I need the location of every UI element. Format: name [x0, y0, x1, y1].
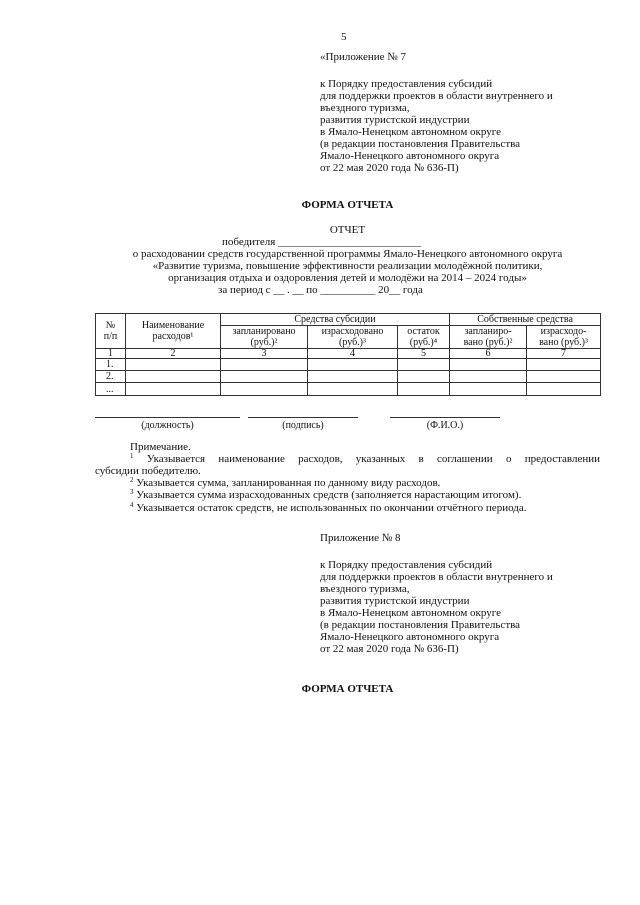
header-own-funds: Собственные средства: [450, 314, 601, 326]
report-subject-line: организация отдыха и оздоровления детей и молодёжи на 2014 – 2024 годы»: [168, 272, 527, 284]
note-text: Указывается сумма, запланированная по данному виду расходов.: [136, 477, 441, 489]
table-cell: [527, 371, 601, 383]
appendix-7-line: развития туристской индустрии: [320, 114, 470, 126]
note-text: Указывается наименование расходов, указанных в соглашении о предоставлении: [146, 453, 601, 465]
column-number: 3: [221, 349, 308, 359]
header-number: № п/п: [96, 314, 126, 349]
table-row: [96, 383, 601, 396]
table-cell: [527, 359, 601, 371]
appendix-7-line: для поддержки проектов в области внутреннего и: [320, 90, 553, 102]
appendix-8-line: Ямало-Ненецкого автономного округа: [320, 631, 500, 643]
header-expense-name: Наименование расходов¹: [126, 314, 221, 349]
report-period-line: за период с __ . __ по __________ 20__ года: [218, 284, 423, 296]
column-number: 2: [126, 349, 221, 359]
table-row: [96, 371, 601, 383]
table-cell: [221, 359, 308, 371]
note-item: [130, 502, 527, 514]
column-number: 1: [96, 349, 126, 359]
table-cell: [126, 371, 221, 383]
appendix-8-line: для поддержки проектов в области внутреннего и: [320, 571, 553, 583]
report-table: [95, 313, 601, 396]
header-planned: запланировано (руб.)²: [221, 326, 308, 349]
note-item: [130, 453, 600, 465]
note-marker: 3: [130, 488, 134, 496]
header-subsidy-funds: Средства субсидии: [221, 314, 450, 326]
note-text: Указывается остаток средств, не использованных по окончании отчётного периода.: [136, 502, 527, 514]
table-cell: [126, 359, 221, 371]
column-number: 6: [450, 349, 527, 359]
note-marker: 2: [130, 476, 134, 484]
row-number: ...: [96, 383, 126, 396]
form-title: ФОРМА ОТЧЕТА: [301, 683, 394, 695]
appendix-8-title: Приложение № 8: [320, 532, 401, 544]
row-number: 2.: [96, 371, 126, 383]
note-continuation: субсидии победителю.: [95, 465, 201, 477]
signature-line: [248, 417, 358, 418]
appendix-7-line: въездного туризма,: [320, 102, 410, 114]
report-winner-line: победителя __________________________: [222, 236, 422, 248]
appendix-8-lines: [320, 559, 553, 655]
table-cell: [308, 359, 398, 371]
appendix-7-line: Ямало-Ненецкого автономного округа: [320, 150, 500, 162]
column-number: 4: [308, 349, 398, 359]
form-title: ФОРМА ОТЧЕТА: [301, 199, 394, 211]
appendix-7-block: [320, 51, 406, 63]
report-heading: ОТЧЕТ: [329, 224, 366, 236]
position-signature-line: [95, 417, 240, 418]
header-spent: израсходовано (руб.)³: [308, 326, 398, 349]
table-cell: [398, 383, 450, 396]
table-cell: [527, 383, 601, 396]
table-cell: [450, 383, 527, 396]
table-cell: [450, 371, 527, 383]
report-subject-line: «Развитие туризма, повышение эффективности реализации молодёжной политики,: [152, 260, 543, 272]
column-number-row: [96, 349, 601, 359]
table-cell: [398, 359, 450, 371]
table-cell: [450, 359, 527, 371]
appendix-8-line: развития туристской индустрии: [320, 595, 470, 607]
header-own-spent: израсходо- вано (руб.)³: [527, 326, 601, 349]
note-marker: 4: [130, 501, 134, 509]
note-text: Указывается сумма израсходованных средств (заполняется нарастающим итогом).: [136, 489, 522, 501]
appendix-8-line: в Ямало-Ненецком автономном округе: [320, 607, 502, 619]
notes-title: Примечание.: [130, 441, 191, 453]
page-number: 5: [341, 31, 347, 43]
table-row: [96, 359, 601, 371]
report-subject-line: о расходовании средств государственной программы Ямало-Ненецкого автономного округа: [132, 248, 563, 260]
appendix-7-line: (в редакции постановления Правительства: [320, 138, 521, 150]
position-label: (должность): [141, 420, 194, 431]
appendix-8-line: въездного туризма,: [320, 583, 410, 595]
table-cell: [308, 383, 398, 396]
note-item: [130, 489, 521, 501]
note-item: [130, 477, 440, 489]
header-remainder: остаток (руб.)⁴: [398, 326, 450, 349]
table-cell: [221, 383, 308, 396]
row-number: 1.: [96, 359, 126, 371]
appendix-8-block: [320, 532, 401, 544]
column-number: 5: [398, 349, 450, 359]
note-marker: 1: [130, 452, 134, 460]
signature-label: (подпись): [282, 420, 324, 431]
table-cell: [221, 371, 308, 383]
appendix-7-title: «Приложение № 7: [320, 51, 407, 63]
table-cell: [308, 371, 398, 383]
appendix-7-line: к Порядку предоставления субсидий: [320, 78, 493, 90]
appendix-8-line: от 22 мая 2020 года № 636-П): [320, 643, 459, 655]
appendix-7-line: в Ямало-Ненецком автономном округе: [320, 126, 502, 138]
column-number: 7: [527, 349, 601, 359]
table-cell: [398, 371, 450, 383]
appendix-7-lines: [320, 78, 553, 174]
appendix-7-line: от 22 мая 2020 года № 636-П): [320, 162, 459, 174]
table-cell: [126, 383, 221, 396]
full-name-signature-line: [390, 417, 500, 418]
full-name-label: (Ф.И.О.): [426, 420, 464, 431]
appendix-8-line: (в редакции постановления Правительства: [320, 619, 521, 631]
header-own-planned: запланиро- вано (руб.)²: [450, 326, 527, 349]
appendix-8-line: к Порядку предоставления субсидий: [320, 559, 493, 571]
